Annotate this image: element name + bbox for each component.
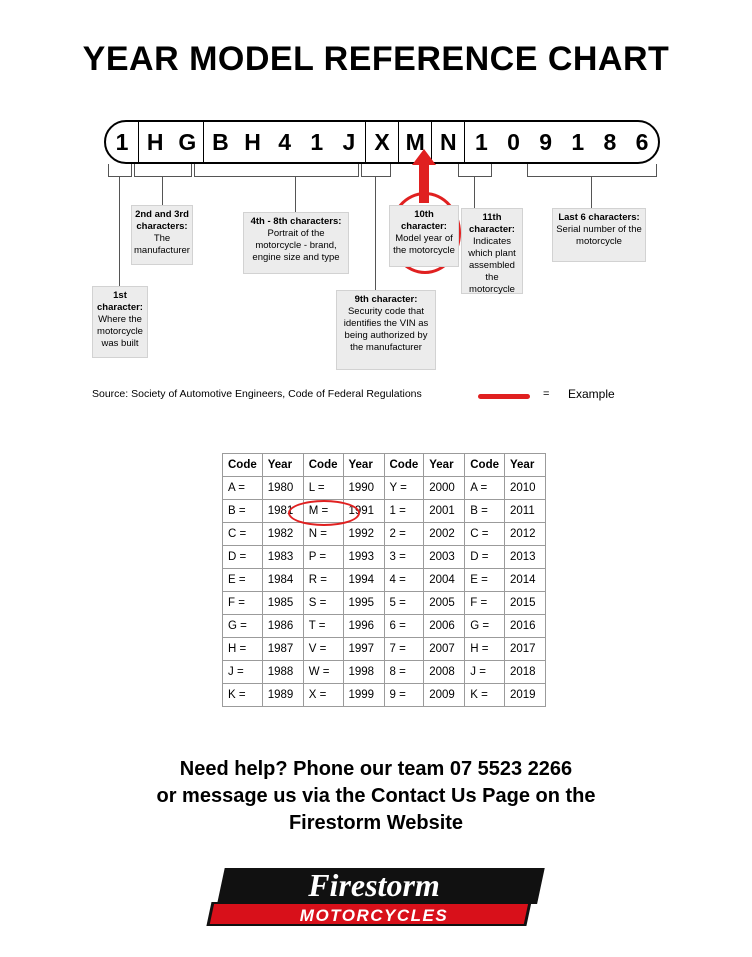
table-header-cell: Code (465, 454, 505, 477)
connector-first (108, 164, 132, 177)
table-cell: 2001 (424, 500, 465, 523)
table-cell: 1980 (262, 477, 303, 500)
table-cell: 1994 (343, 569, 384, 592)
callout-heading: 11th character: (469, 212, 515, 235)
table-cell: 2017 (505, 638, 546, 661)
vin-char: 9 (539, 128, 553, 155)
table-cell: P = (303, 546, 343, 569)
table-cell: 1997 (343, 638, 384, 661)
callout-eleventh-character (461, 208, 523, 294)
table-cell: F = (465, 592, 505, 615)
callout-first-character (92, 286, 148, 358)
source-note: Source: Society of Automotive Engineers, Code of Federal Regulations (92, 388, 422, 400)
logo-word-bottom: MOTORCYCLES (299, 906, 449, 925)
table-row (223, 477, 546, 500)
table-cell: 2005 (424, 592, 465, 615)
connector-ninth-leader (375, 176, 376, 290)
table-cell: Y = (384, 477, 424, 500)
callout-body: Security code that identifies the VIN as being authorized by the manufacturer (343, 306, 429, 353)
table-red-circle-highlight (288, 500, 360, 526)
table-cell: 7 = (384, 638, 424, 661)
table-cell: 2004 (424, 569, 465, 592)
table-cell: D = (223, 546, 263, 569)
vin-char: H (146, 128, 164, 155)
table-row (223, 592, 546, 615)
table-cell: 2010 (505, 477, 546, 500)
table-header-cell: Code (384, 454, 424, 477)
callout-heading: 10th character: (401, 209, 447, 232)
table-cell: 2008 (424, 661, 465, 684)
table-cell: H = (465, 638, 505, 661)
table-cell: E = (465, 569, 505, 592)
vin-char: G (178, 128, 197, 155)
table-cell: 2006 (424, 615, 465, 638)
table-cell: 2007 (424, 638, 465, 661)
table-cell: V = (303, 638, 343, 661)
table-cell: K = (223, 684, 263, 707)
table-cell: 2012 (505, 523, 546, 546)
table-cell: 4 = (384, 569, 424, 592)
callout-last-six-characters (552, 208, 646, 262)
vin-char: 1 (310, 128, 324, 155)
table-cell: 2015 (505, 592, 546, 615)
table-row (223, 615, 546, 638)
table-cell: 6 = (384, 615, 424, 638)
table-header-cell: Year (505, 454, 546, 477)
table-cell: 2003 (424, 546, 465, 569)
vin-char: J (342, 128, 356, 155)
table-cell: S = (303, 592, 343, 615)
table-cell: H = (223, 638, 263, 661)
vin-char: 0 (507, 128, 520, 155)
connector-second-third (134, 164, 192, 177)
table-cell: 1992 (343, 523, 384, 546)
connector-last-six (527, 164, 657, 177)
table-row (223, 638, 546, 661)
table-header-cell: Year (424, 454, 465, 477)
year-code-table (222, 453, 546, 707)
vin-display (104, 120, 660, 164)
table-cell: 2011 (505, 500, 546, 523)
connector-fourth-eighth-leader (295, 176, 296, 212)
table-cell: J = (223, 661, 263, 684)
vin-char: 4 (278, 128, 292, 155)
callout-body: Where the motorcycle was built (97, 314, 143, 349)
connector-ninth (361, 164, 391, 177)
callout-body: The manufacturer (134, 233, 190, 256)
connector-last-six-leader (591, 176, 592, 208)
table-cell: X = (303, 684, 343, 707)
table-cell: M = (303, 500, 343, 523)
table-cell: A = (223, 477, 263, 500)
callout-tenth-character (389, 205, 459, 267)
table-cell: J = (465, 661, 505, 684)
connector-eleventh-leader (474, 176, 475, 208)
page-title: YEAR MODEL REFERENCE CHART (82, 40, 670, 78)
table-cell: 1983 (262, 546, 303, 569)
table-cell: 1984 (262, 569, 303, 592)
table-row (223, 546, 546, 569)
connector-fourth-eighth (194, 164, 359, 177)
table-cell: 1999 (343, 684, 384, 707)
table-cell: 8 = (384, 661, 424, 684)
table-cell: 1982 (262, 523, 303, 546)
table-cell: 1986 (262, 615, 303, 638)
table-cell: 1998 (343, 661, 384, 684)
logo-word-top: Firestorm (308, 867, 440, 903)
table-cell: 1991 (343, 500, 384, 523)
callout-heading: Last 6 characters: (558, 212, 640, 223)
help-footer (0, 756, 752, 837)
table-header-cell: Year (343, 454, 384, 477)
table-cell: 3 = (384, 546, 424, 569)
table-header-cell: Code (303, 454, 343, 477)
table-cell: 1988 (262, 661, 303, 684)
table-cell: 1 = (384, 500, 424, 523)
table-header-cell: Year (262, 454, 303, 477)
table-cell: 2016 (505, 615, 546, 638)
table-row (223, 500, 546, 523)
firestorm-logo (196, 862, 556, 934)
table-cell: K = (465, 684, 505, 707)
table-row (223, 569, 546, 592)
vin-char: H (244, 128, 261, 155)
legend-red-line (478, 394, 530, 399)
callout-body: Serial number of the motorcycle (556, 224, 642, 247)
table-cell: 1993 (343, 546, 384, 569)
table-cell: 2009 (424, 684, 465, 707)
table-cell: 2014 (505, 569, 546, 592)
legend-label: Example (568, 387, 615, 401)
table-cell: 1990 (343, 477, 384, 500)
table-cell: 2000 (424, 477, 465, 500)
table-cell: 5 = (384, 592, 424, 615)
callout-heading: 2nd and 3rd characters: (135, 209, 189, 232)
vin-char: 6 (635, 128, 649, 155)
table-row (223, 661, 546, 684)
table-cell: R = (303, 569, 343, 592)
table-cell: C = (465, 523, 505, 546)
table-cell: C = (223, 523, 263, 546)
table-cell: 1987 (262, 638, 303, 661)
callout-fourth-eighth-character (243, 212, 349, 274)
table-cell: L = (303, 477, 343, 500)
callout-body: Portrait of the motorcycle - brand, engine size and type (252, 228, 340, 263)
table-cell: G = (465, 615, 505, 638)
table-row (223, 523, 546, 546)
table-cell: N = (303, 523, 343, 546)
logo-graphic (196, 862, 556, 934)
vin-char: B (212, 128, 229, 155)
table-cell: 2 = (384, 523, 424, 546)
table-cell: E = (223, 569, 263, 592)
vin-char: 1 (475, 128, 488, 155)
callout-heading: 1st character: (97, 290, 143, 313)
callout-heading: 4th - 8th characters: (250, 216, 342, 227)
callout-heading: 9th character: (354, 294, 418, 305)
table-cell: B = (223, 500, 263, 523)
table-cell: 2018 (505, 661, 546, 684)
vin-char: 8 (603, 128, 617, 155)
vin-char: 1 (571, 128, 585, 155)
callout-ninth-character (336, 290, 436, 370)
vin-char: X (374, 128, 390, 155)
table-header-cell: Code (223, 454, 263, 477)
table-cell: G = (223, 615, 263, 638)
footer-line-3: Firestorm Website (288, 812, 464, 834)
connector-second-third-leader (162, 176, 163, 205)
table-cell: 1989 (262, 684, 303, 707)
callout-body: Indicates which plant assembled the motorcycle (468, 236, 516, 295)
table-header-row (223, 454, 546, 477)
table-cell: F = (223, 592, 263, 615)
table-cell: W = (303, 661, 343, 684)
table-cell: 9 = (384, 684, 424, 707)
footer-line-2: or message us via the Contact Us Page on the (156, 785, 596, 807)
table-cell: 2002 (424, 523, 465, 546)
table-cell: B = (465, 500, 505, 523)
table-cell: 1981 (262, 500, 303, 523)
table-cell: D = (465, 546, 505, 569)
table-cell: T = (303, 615, 343, 638)
vin-char: M (405, 128, 425, 155)
table-cell: 1996 (343, 615, 384, 638)
connector-eleventh (458, 164, 492, 177)
table-cell: 1985 (262, 592, 303, 615)
table-row (223, 684, 546, 707)
legend-equals: = (543, 388, 550, 400)
table-cell: 2019 (505, 684, 546, 707)
vin-char: N (440, 128, 457, 155)
footer-line-1: Need help? Phone our team 07 5523 2266 (179, 758, 573, 780)
table-cell: 1995 (343, 592, 384, 615)
table-cell: A = (465, 477, 505, 500)
callout-second-third-character (131, 205, 193, 265)
connector-first-leader (119, 176, 120, 286)
vin-char: 1 (115, 128, 129, 155)
table-cell: 2013 (505, 546, 546, 569)
callout-body: Model year of the motorcycle (393, 233, 455, 256)
